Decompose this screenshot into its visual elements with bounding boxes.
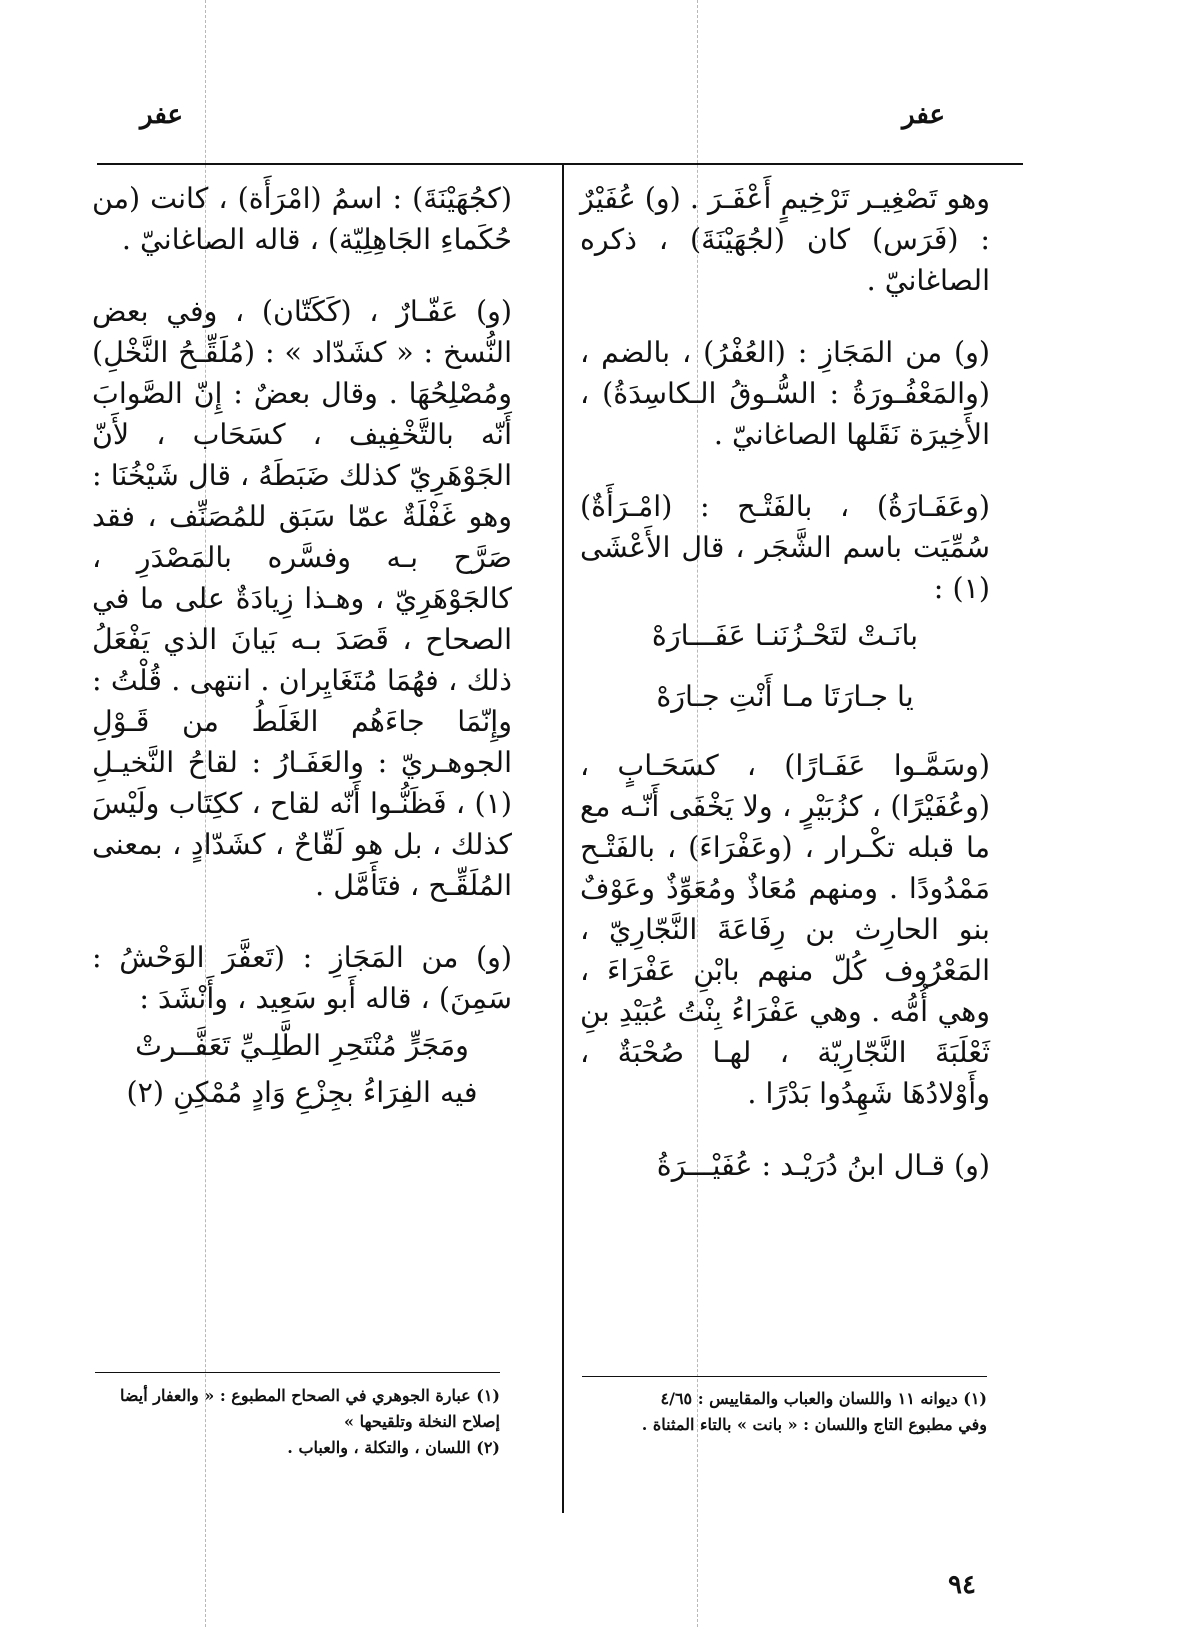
right-footnotes — [582, 1386, 987, 1438]
verse-line: ومَجَرٍّ مُنْتَحِرِ الطَّلِـيِّ تَعَفَّــرتْ — [135, 1029, 469, 1062]
running-header-right: عفر — [902, 100, 946, 130]
entry-paragraph: (وعَفَـارَةُ) ، بالفَتْـح : (امْـرَأَةٌ) سُمِّيَت باسم الشَّجَر ، قال الأَعْشَى (١) : — [580, 490, 990, 605]
entry-paragraph: (وسَمَّـوا عَفَـارًا) ، كسَحَـابٍ ، (وعُفَيْرًا) ، كزُبَيْرٍ ، ولا يَخْفَى أَنّـه مع ما قبله تكْـرار ، (وعَفْرَاءَ) ، بالفَتْـح مَمْدُودًا . ومنهم مُعَاذٌ ومُعَوِّذٌ وعَوْفٌ بنو الحارِث بن رِفَاعَةَ النَّجّارِيّ ، المَعْرُوف كُلّ منهم بابْنِ عَفْرَاءَ ، وهي أُمُّه . وهي عَفْرَاءُ بِنْتُ عُبَيْدِ بنِ ثَعْلَبَةَ النَّجّارِيّة ، لهـا صُحْبَةٌ ، وأَوْلادُهَا شَهِدُوا بَدْرًا . — [580, 749, 990, 1110]
footnote: (٢) اللسان ، والتكلة ، والعباب . — [287, 1438, 500, 1457]
running-header-left: عفر — [140, 100, 184, 130]
footnote-rule — [582, 1376, 987, 1377]
footnote: (١) ديوانه ١١ واللسان والعباب والمقاييس : ٤/٦٥ — [660, 1389, 987, 1408]
entry-paragraph: (و) قـال ابنُ دُرَيْـد : عُفَيْـــرَةُ — [656, 1149, 990, 1182]
entry-paragraph: (و) من المَجَازِ : (تَعفَّرَ الوَحْشُ : سَمِنَ) ، قاله أَبو سَعِيد ، وأَنْشَدَ : — [92, 941, 512, 1015]
footnote-rule — [95, 1372, 500, 1373]
left-column — [92, 178, 512, 1141]
footnote: وفي مطبوع التاج واللسان : « بانت » بالتاء المثناة . — [641, 1415, 987, 1434]
entry-paragraph: (و) عَفّـارٌ ، (كَكَتّان) ، وفي بعض النُّسخ : « كشَدّاد » : (مُلَقِّـحُ النَّخْلِ) ومُصْلِحُهَا . وقال بعضٌ : إِنّ الصَّوابَ أَنّه بالتَّخْفِيف ، كسَحَاب ، لأَنّ الجَوْهَرِيّ كذلك ضَبَطَهُ ، قال شَيْخُنَا : وهو غَفْلَةٌ عمّا سَبَق للمُصَنِّف ، فقد صَرَّح بـه وفسَّره بالمَصْدَرِ ، كالجَوْهَرِيّ ، وهـذا زِيادَةٌ على ما في الصحاح ، قَصَدَ بـه بَيانَ الذي يَفْعَلُ ذلك ، فهُمَا مُتَغَايِران . انتهى . قُلْتُ : وإِنّمَا جاءَهُم الغَلَطُ من قَـوْلِ الجوهـريّ : والعَفَـارُ : لقاحُ النَّخيـلِ (١) ، فَظَنُّـوا أَنّه لقاح ، ككِتَاب ولَيْسَ كذلك ، بل هو لَقّاحٌ ، كشَدّادٍ ، بمعنى المُلَقِّـح ، فتَأَمَّل . — [92, 295, 512, 902]
column-separator — [562, 163, 564, 1513]
entry-paragraph: وهو تَصْغِيـر تَرْخِيمٍ أَعْفَـرَ . (و) عُفَيْرٌ : (فَرَس) كان (لجُهَيْنَةَ) ، ذكره الصاغانيّ . — [579, 182, 990, 297]
poetry-verse — [580, 615, 990, 717]
entry-paragraph: (كجُهَيْنَةَ) : اسمُ (امْرَأَة) ، كانت (من حُكَماءِ الجَاهِلِيّة) ، قاله الصاغانيّ . — [92, 182, 512, 256]
verse-line: يا جـارَتَا مـا أَنْتِ جـارَهْ — [656, 680, 914, 713]
right-column — [580, 178, 990, 1217]
poetry-verse — [92, 1025, 512, 1113]
page-number: ٩٤ — [948, 1570, 976, 1600]
header-rule — [97, 163, 1023, 165]
verse-line: بانَـتْ لتَحْـزُنَنـا عَفَـــارَهْ — [651, 619, 919, 652]
left-footnotes — [95, 1383, 500, 1461]
verse-line: فيه الفِرَاءُ بجِزْعِ وَادٍ مُمْكِنِ (٢) — [126, 1076, 478, 1109]
entry-paragraph: (و) من المَجَازِ : (العُفْرُ) ، بالضم ، (والمَعْفُـورَةُ : السُّـوقُ الـكاسِدَةُ) ، الأَخِيرَة نَقَلها الصاغانيّ . — [580, 336, 990, 451]
footnote: (١) عبارة الجوهري في الصحاح المطبوع : « والعفار أيضا إصلاح النخلة وتلقيحها » — [120, 1386, 500, 1431]
